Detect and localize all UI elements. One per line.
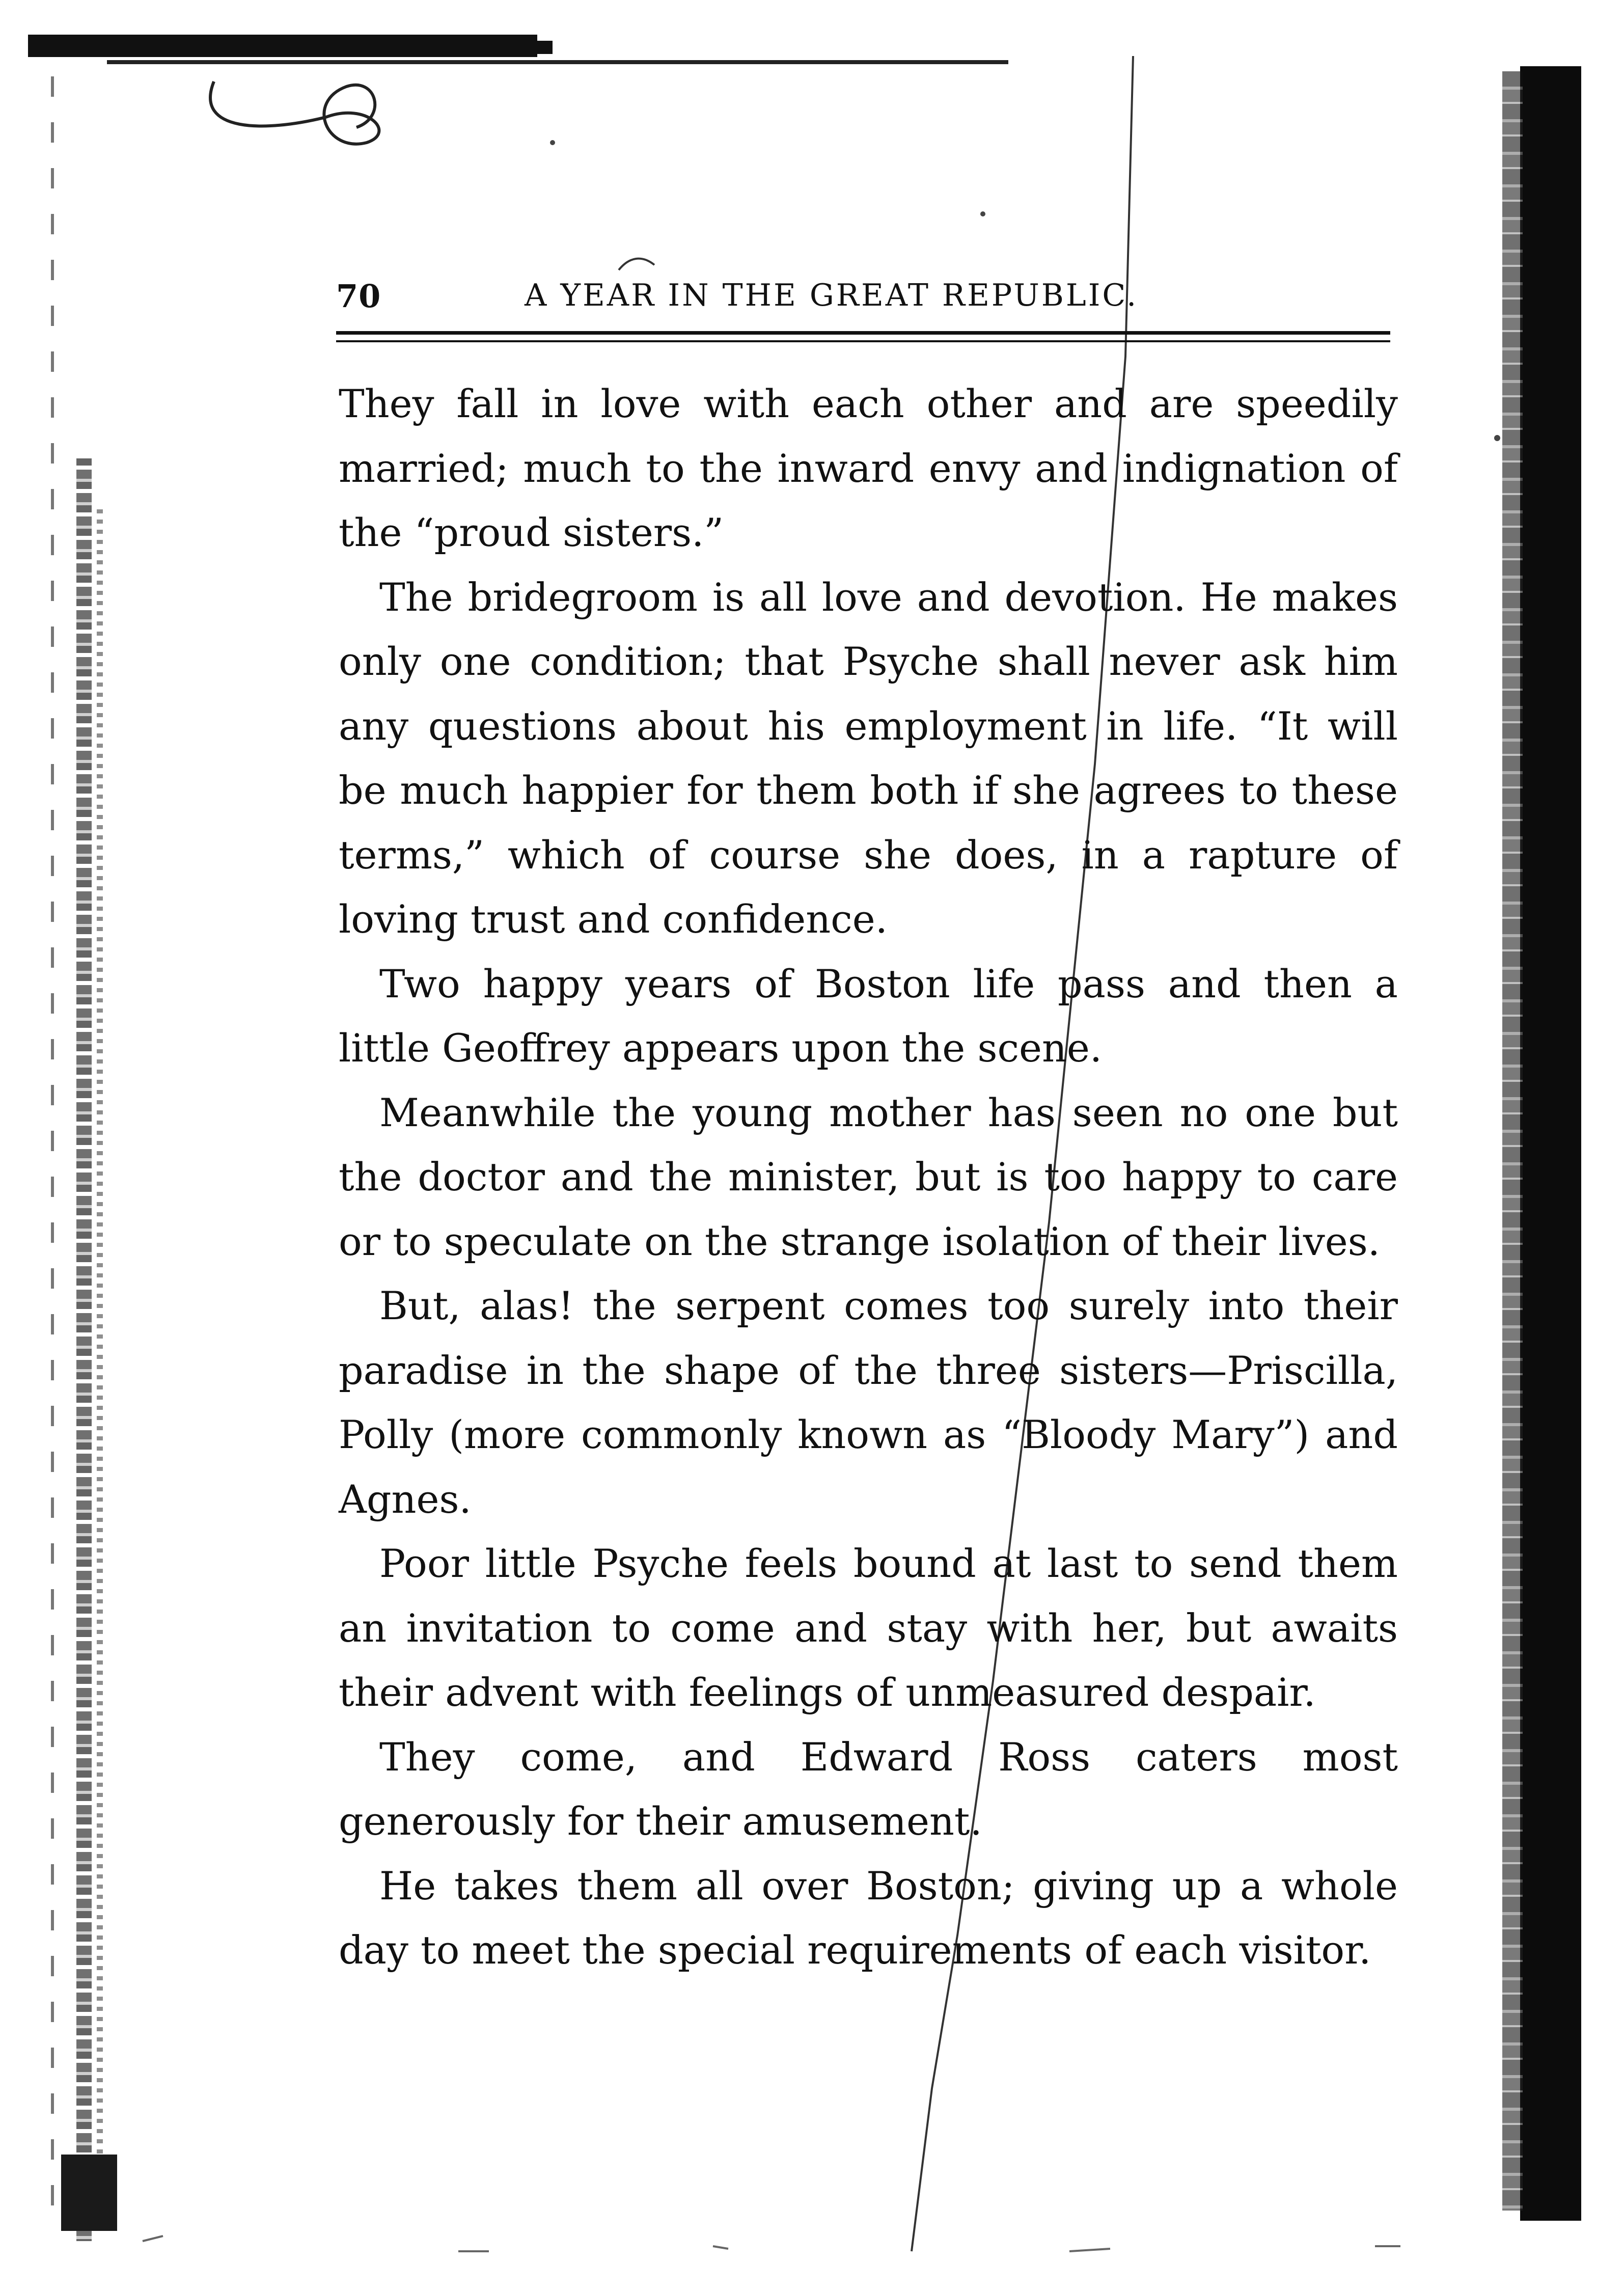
header-rule	[336, 331, 1390, 335]
paragraph: They fall in love with each other and are speedily married; much to the inward envy and indignation of the “proud sisters.”	[339, 381, 1398, 555]
paragraph: He takes them all over Boston; giving up a whole day to meet the special requirements of each visitor.	[339, 1863, 1398, 1973]
paragraph: They come, and Edward Ross caters most generously for their amusement.	[339, 1734, 1398, 1844]
paragraph: Poor little Psyche feels bound at last to send them an invitation to come and stay with her, but awaits their advent with feelings of unmeasured despair.	[339, 1541, 1398, 1715]
header-rule	[336, 340, 1390, 342]
page-body	[339, 372, 1398, 1983]
paragraph: But, alas! the serpent comes too surely into their paradise in the shape of the three sisters—Priscilla, Polly (more commonly known as “Bloody Mary”) and Agnes.	[339, 1283, 1398, 1522]
paragraph: The bridegroom is all love and devotion. He makes only one condition; that Psyche shall never ask him any questions about his employment in life. “It will be much happier for them both if she agrees to these terms,” which of course she does, in a rapture of loving trust and confidence.	[339, 574, 1398, 942]
paragraph: Two happy years of Boston life pass and then a little Geoffrey appears upon the scene.	[339, 961, 1398, 1071]
paragraph: Meanwhile the young mother has seen no one but the doctor and the minister, but is too happy to care or to speculate on the strange isolation of their lives.	[339, 1089, 1398, 1264]
running-title: A YEAR IN THE GREAT REPUBLIC.	[525, 278, 1139, 313]
page-number: 70	[336, 278, 381, 315]
